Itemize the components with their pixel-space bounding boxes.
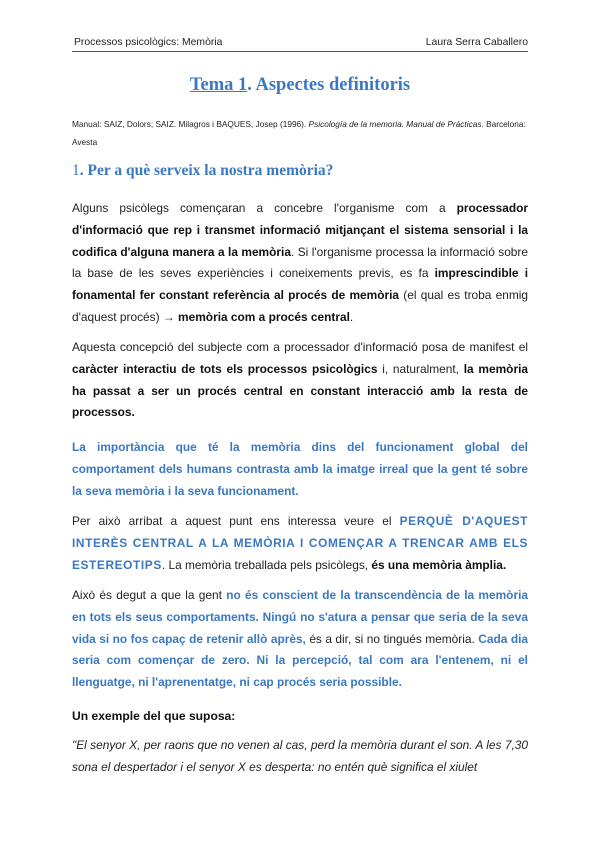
page-header [72,36,528,54]
section-number: 1 [72,162,80,179]
header-rule [72,51,528,52]
title-text: . Aspectes definitoris [247,75,411,95]
reference-publisher: . Barcelona: Avesta [72,119,526,147]
section-heading [72,162,528,180]
p4-text-a: Per això arribat a aquest punt ens interessa veure el [72,514,400,528]
paragraph-4 [72,511,528,576]
p1-bold-f: memòria com a procés central [178,309,350,324]
example-subheading: Un exemple del que suposa: [72,709,236,723]
reference-book-title: Psicología de la memoria. Manual de Prácticas [308,119,482,129]
p5-highlight-b: no és conscient de la transcendència de la memòria en tots els seus comportaments. Ningú no s'atura a pensar que seria de la seva vida si no fos capaç de retenir allò après, [72,588,528,646]
header-course-title: Processos psicològics: Memòria [74,37,223,48]
p4-bold-d: és una memòria àmplia. [371,557,507,572]
paragraph-1 [72,198,528,329]
p1-text-g: . [349,309,354,324]
page-title [0,75,600,96]
example-quote: "El senyor X, per raons que no venen al cas, perd la memòria durant el son. A les 7,30 sona el despertador i el senyor X es desperta: no entén què significa el xiulet [72,738,528,774]
p5-text-c: és a dir, si no tingués memòria. [305,631,479,646]
p2-text-a: Aquesta concepció del subjecte com a processador d'informació posa de manifest el [72,340,528,354]
p5-text-a: Això és degut a que la gent [72,588,227,602]
p4-text-c: . La memòria treballada pels psicòlegs, [161,557,372,572]
p1-text-a: Alguns psicòlegs començaran a concebre l'organisme com a [72,201,457,215]
title-topic-number: Tema 1 [189,75,248,95]
section-title: . Per a què serveix la nostra memòria? [79,162,334,179]
reference-citation [72,115,528,151]
p4-caps-highlight: PERQUÈ D'AQUEST INTERÈS CENTRAL A LA MEMÒRIA I COMENÇAR A TRENCAR AMB ELS ESTEREOTIPS [72,514,528,572]
p2-bold-d: la memòria ha passat a ser un procés central en constant interacció amb la resta de processos. [72,361,528,420]
paragraph-5 [72,585,528,694]
header-author: Laura Serra Caballero [425,37,528,48]
p5-highlight-d: Cada dia seria com començar de zero. Ni la percepció, tal com ara l'entenem, ni el llenguatge, ni l'aprenentatge, ni cap procés seria possible. [72,631,528,690]
p1-bold-b: processador d'informació que rep i transmet informació mitjançant el sistema sensorial i la codifica d'alguna manera a la memòria [72,201,528,259]
p2-text-c: i, naturalment, [377,361,464,376]
p2-bold-b: caràcter interactiu de tots els processos psicològics [72,361,378,376]
p1-text-e: (el qual es troba enmig d'aquest procés) → [72,288,529,324]
reference-authors: Manual: SAIZ, Dolors; SAIZ. Milagros i BAQUES, Josep (1996). [72,119,309,129]
paragraph-2 [72,337,528,424]
p1-text-c: . Si l'organisme processa la informació sobre la base de les seves experiències i coneixements previs, es fa [72,244,528,281]
paragraph-3-highlight: La importància que té la memòria dins del funcionament global del comportament dels humans contrasta amb la imatge irreal que la gent té sobre la seva memòria i la seva funcionament. [72,440,528,498]
p1-bold-d: imprescindible i fonamental fer constant referència al procés de memòria [72,266,528,303]
